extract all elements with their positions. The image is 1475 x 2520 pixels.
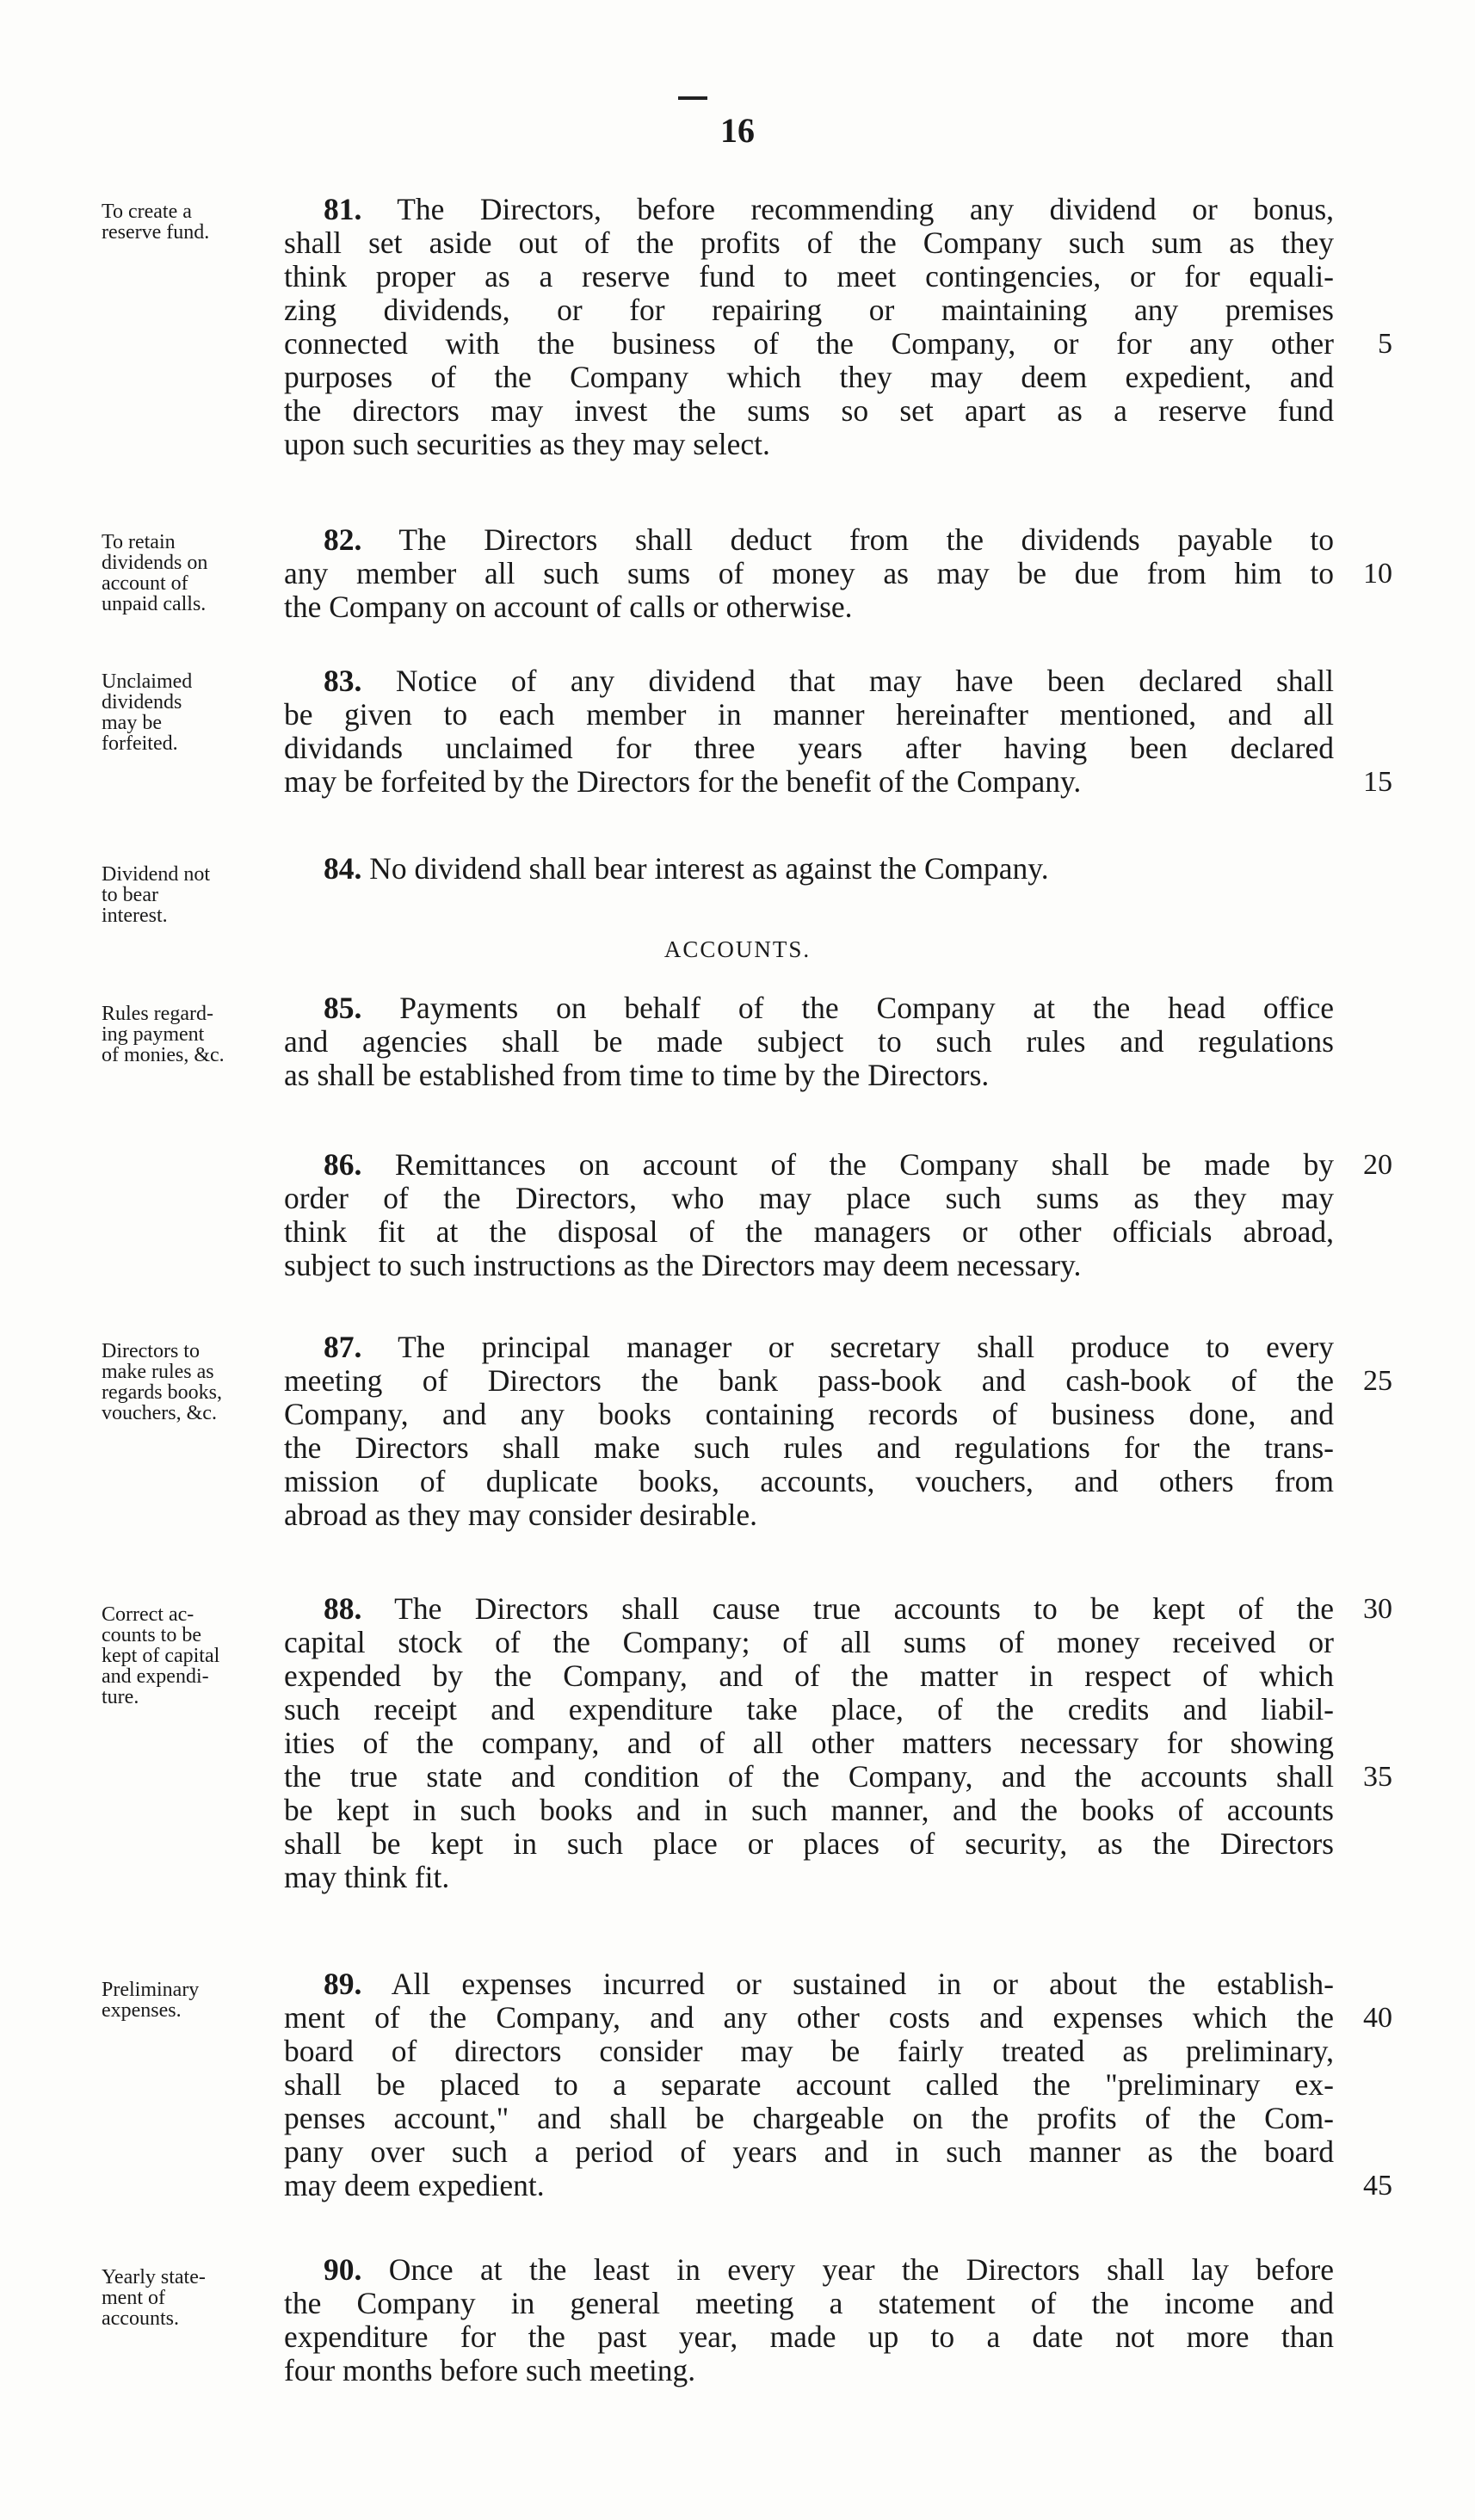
paragraph-line bbox=[284, 193, 1334, 226]
margin-note-line: make rules as bbox=[102, 1361, 214, 1383]
paragraph-line: shall set aside out of the profits of the Company such sum as they bbox=[284, 225, 1334, 260]
paragraph-line: the true state and condition of the Company, and the accounts shall bbox=[284, 1759, 1334, 1794]
line-number: 45 bbox=[1363, 2170, 1392, 2202]
paragraph-line: expenditure for the past year, made up to a date not more than bbox=[284, 2319, 1334, 2354]
margin-note-line: may be bbox=[102, 712, 162, 734]
paragraph-line: ment of the Company, and any other costs and expenses which the bbox=[284, 2000, 1334, 2035]
paragraph-line: the directors may invest the sums so set apart as a reserve fund bbox=[284, 393, 1334, 428]
paragraph-line: purposes of the Company which they may deem expedient, and bbox=[284, 360, 1334, 394]
clause-text: All expenses incurred or sustained in or about the establish- bbox=[391, 1967, 1335, 2001]
paragraph-line: may deem expedient. bbox=[284, 2168, 545, 2202]
margin-note bbox=[102, 1980, 282, 2021]
clause-text: The Directors, before recommending any dividend or bonus, bbox=[397, 192, 1335, 226]
margin-note-line: interest. bbox=[102, 905, 168, 927]
paragraph bbox=[284, 852, 1334, 886]
paragraph bbox=[284, 523, 1334, 624]
paragraph-line: may be forfeited by the Directors for the benefit of the Company. bbox=[284, 764, 1082, 799]
paragraph-line: board of directors consider may be fairly treated as preliminary, bbox=[284, 2034, 1334, 2068]
paragraph-line bbox=[284, 852, 1334, 886]
paragraph-line: such receipt and expenditure take place, of the credits and liabil- bbox=[284, 1692, 1334, 1726]
margin-note bbox=[102, 1341, 282, 1424]
margin-note-line: account of bbox=[102, 572, 188, 595]
clause-text: Payments on behalf of the Company at the head office bbox=[399, 991, 1334, 1025]
margin-note-line: Preliminary bbox=[102, 1979, 200, 2001]
clause-number: 90. bbox=[324, 2252, 362, 2287]
paragraph-line: dividands unclaimed for three years after having been declared bbox=[284, 731, 1334, 765]
paragraph-line: think fit at the disposal of the managers or other officials abroad, bbox=[284, 1214, 1334, 1249]
paragraph-line bbox=[284, 991, 1334, 1025]
paragraph-line: think proper as a reserve fund to meet contingencies, or for equali- bbox=[284, 259, 1334, 293]
paragraph bbox=[284, 1148, 1334, 1282]
clause-text: The Directors shall deduct from the dividends payable to bbox=[398, 522, 1334, 557]
paragraph-line: the Company in general meeting a statement of the income and bbox=[284, 2286, 1334, 2320]
margin-note-line: ment of bbox=[102, 2287, 165, 2309]
clause-number: 84. bbox=[324, 851, 362, 886]
margin-note-line: accounts. bbox=[102, 2307, 179, 2330]
clause-number: 81. bbox=[324, 192, 362, 226]
paragraph-line: upon such securities as they may select. bbox=[284, 427, 770, 461]
margin-note-line: forfeited. bbox=[102, 732, 178, 755]
paragraph-line: as shall be established from time to time by the Directors. bbox=[284, 1058, 990, 1092]
page-number: 16 bbox=[720, 111, 755, 150]
clause-text: Once at the least in every year the Directors shall lay before bbox=[388, 2252, 1334, 2287]
clause-number: 83. bbox=[324, 664, 362, 698]
margin-note bbox=[102, 864, 282, 926]
clause-text: Notice of any dividend that may have been declared shall bbox=[395, 664, 1335, 698]
paragraph-line: capital stock of the Company; of all sums of money received or bbox=[284, 1625, 1334, 1659]
paragraph-line: and agencies shall be made subject to such rules and regulations bbox=[284, 1024, 1334, 1059]
margin-note-line: ture. bbox=[102, 1686, 139, 1708]
paragraph-line: shall be placed to a separate account called the "preliminary ex- bbox=[284, 2067, 1334, 2102]
paragraph-line: may think fit. bbox=[284, 1860, 450, 1894]
paragraph-line: shall be kept in such place or places of security, as the Directors bbox=[284, 1826, 1334, 1861]
paragraph-line: abroad as they may consider desirable. bbox=[284, 1498, 758, 1532]
paragraph-line bbox=[284, 1967, 1334, 2001]
paragraph-line: connected with the business of the Company, or for any other bbox=[284, 326, 1334, 361]
paragraph-line: be kept in such books and in such manner, and the books of accounts bbox=[284, 1793, 1334, 1827]
header-dash bbox=[678, 96, 707, 100]
margin-note-line: dividends on bbox=[102, 552, 208, 574]
paragraph-line: the Company on account of calls or otherwise. bbox=[284, 590, 853, 624]
paragraph bbox=[284, 664, 1334, 799]
margin-note-line: vouchers, &c. bbox=[102, 1402, 217, 1424]
clause-number: 88. bbox=[324, 1591, 362, 1626]
margin-note bbox=[102, 201, 282, 243]
margin-note-line: regards books, bbox=[102, 1381, 222, 1404]
margin-note-line: kept of capital bbox=[102, 1645, 220, 1667]
paragraph-line: Company, and any books containing records of business done, and bbox=[284, 1397, 1334, 1431]
paragraph-line bbox=[284, 2253, 1334, 2287]
section-heading-accounts: ACCOUNTS. bbox=[663, 936, 812, 962]
paragraph-line: four months before such meeting. bbox=[284, 2353, 696, 2387]
margin-note-line: To create a bbox=[102, 201, 192, 223]
margin-note-line: Dividend not bbox=[102, 863, 210, 886]
margin-note-line: To retain bbox=[102, 531, 176, 553]
margin-note-line: Correct ac- bbox=[102, 1603, 194, 1626]
paragraph-line: pany over such a period of years and in such manner as the board bbox=[284, 2134, 1334, 2169]
margin-note bbox=[102, 2267, 282, 2329]
paragraph bbox=[284, 1331, 1334, 1532]
line-number: 15 bbox=[1363, 766, 1392, 798]
paragraph bbox=[284, 193, 1334, 461]
paragraph-line: order of the Directors, who may place such sums as they may bbox=[284, 1181, 1334, 1215]
paragraph-line bbox=[284, 1592, 1334, 1626]
paragraph-line: mission of duplicate books, accounts, vouchers, and others from bbox=[284, 1464, 1334, 1498]
line-number: 40 bbox=[1363, 2002, 1392, 2034]
margin-note-line: expenses. bbox=[102, 1999, 182, 2022]
clause-text: No dividend shall bear interest as against the Company. bbox=[369, 851, 1049, 886]
paragraph-line: ities of the company, and of all other matters necessary for showing bbox=[284, 1726, 1334, 1760]
clause-number: 86. bbox=[324, 1147, 362, 1182]
paragraph-line: be given to each member in manner hereinafter mentioned, and all bbox=[284, 697, 1334, 732]
margin-note-line: dividends bbox=[102, 691, 182, 713]
margin-note-line: Unclaimed bbox=[102, 670, 193, 693]
margin-note bbox=[102, 1604, 282, 1708]
margin-note-line: counts to be bbox=[102, 1624, 201, 1646]
margin-note-line: ing payment bbox=[102, 1023, 205, 1046]
margin-note-line: and expendi- bbox=[102, 1665, 209, 1688]
clause-number: 87. bbox=[324, 1330, 362, 1364]
margin-note-line: reserve fund. bbox=[102, 221, 210, 244]
paragraph-line: meeting of Directors the bank pass-book and cash-book of the bbox=[284, 1363, 1334, 1398]
paragraph bbox=[284, 1967, 1334, 2202]
paragraph-line bbox=[284, 664, 1334, 698]
paragraph bbox=[284, 2253, 1334, 2387]
paragraph-line: penses account," and shall be chargeable on the profits of the Com- bbox=[284, 2101, 1334, 2135]
line-number: 20 bbox=[1363, 1149, 1392, 1181]
margin-note-line: unpaid calls. bbox=[102, 593, 207, 615]
clause-text: Remittances on account of the Company shall be made by bbox=[394, 1147, 1334, 1182]
margin-note bbox=[102, 671, 282, 754]
line-number: 35 bbox=[1363, 1761, 1392, 1793]
line-number: 30 bbox=[1363, 1593, 1392, 1625]
clause-number: 85. bbox=[324, 991, 362, 1025]
clause-number: 82. bbox=[324, 522, 362, 557]
paragraph-line: subject to such instructions as the Directors may deem necessary. bbox=[284, 1248, 1082, 1282]
paragraph-line: zing dividends, or for repairing or maintaining any premises bbox=[284, 293, 1334, 327]
clause-text: The Directors shall cause true accounts to be kept of the bbox=[394, 1591, 1335, 1626]
paragraph-line: any member all such sums of money as may be due from him to bbox=[284, 556, 1334, 590]
clause-number: 89. bbox=[324, 1967, 362, 2001]
margin-note-line: Yearly state- bbox=[102, 2266, 206, 2288]
margin-note bbox=[102, 532, 282, 615]
paragraph-line bbox=[284, 523, 1334, 557]
paragraph-line: expended by the Company, and of the matter in respect of which bbox=[284, 1658, 1334, 1693]
margin-note-line: Rules regard- bbox=[102, 1003, 213, 1025]
paragraph-line: the Directors shall make such rules and regulations for the trans- bbox=[284, 1430, 1334, 1465]
paragraph bbox=[284, 1592, 1334, 1894]
paragraph bbox=[284, 991, 1334, 1092]
paragraph-line bbox=[284, 1148, 1334, 1182]
margin-note-line: Directors to bbox=[102, 1340, 200, 1362]
margin-note bbox=[102, 1004, 282, 1065]
clause-text: The principal manager or secretary shall produce to every bbox=[398, 1330, 1334, 1364]
paragraph-line bbox=[284, 1331, 1334, 1364]
line-number: 5 bbox=[1378, 328, 1392, 360]
line-number: 25 bbox=[1363, 1365, 1392, 1397]
line-number: 10 bbox=[1363, 558, 1392, 590]
margin-note-line: to bear bbox=[102, 884, 158, 906]
margin-note-line: of monies, &c. bbox=[102, 1044, 225, 1066]
